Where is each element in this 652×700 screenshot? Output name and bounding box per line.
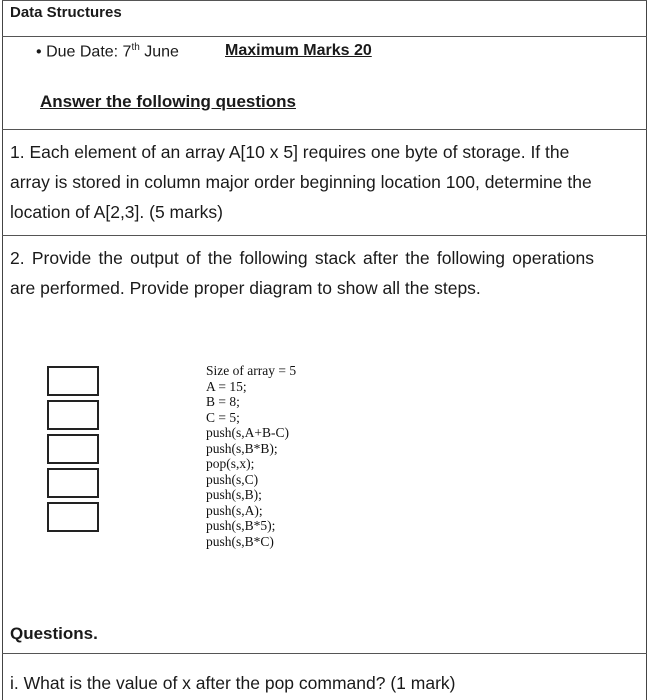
operation-line: push(s,B*C) [206,533,274,549]
course-title: Data Structures [10,4,122,21]
operation-line: B = 8; [206,394,240,409]
stack-slot [47,502,99,532]
questions-heading: Questions. [10,624,98,643]
operation-line: A = 15; [206,378,247,394]
divider-top [2,0,647,1]
due-date [36,42,179,61]
due-month: June [139,43,179,61]
operation-line: C = 5; [206,409,240,425]
divider-q1 [2,129,647,130]
maximum-marks: Maximum Marks 20 [225,42,372,59]
bullet: • [36,43,42,61]
instruction-heading: Answer the following questions [40,92,296,111]
stack-operations [206,363,296,549]
frame-left-border [2,0,3,700]
operation-line: push(s,B); [206,487,262,502]
operation-line: push(s,A); [206,502,263,518]
operation-line: push(s,C) [206,471,259,487]
sub-question-i: i. What is the value of x after the pop command? (1 mark) [10,673,456,693]
stack-slot [47,366,99,396]
stack-slot [47,434,99,464]
divider-questions [2,653,647,654]
operation-line: Size of array = 5 [206,363,297,378]
question-2: 2. Provide the output of the following stack after the following operations are performed. Provide proper diagram to show all the steps. [10,248,594,298]
divider-q2 [2,235,647,236]
question-1: 1. Each element of an array A[10 x 5] requires one byte of storage. If the array is stored in column major order beginning location 100, determine the location of A[2,3]. (5 marks) [10,142,592,222]
operation-line: push(s,B*B); [206,440,278,456]
operation-line: push(s,B*5); [206,518,276,533]
stack-slot [47,400,99,430]
operation-line: pop(s,x); [206,456,255,471]
due-sup: th [131,42,140,53]
operation-line: push(s,A+B-C) [206,425,289,440]
divider-header [2,36,647,37]
frame-right-border [646,0,647,700]
due-label: Due Date: 7 [46,43,132,61]
stack-slot [47,468,99,498]
